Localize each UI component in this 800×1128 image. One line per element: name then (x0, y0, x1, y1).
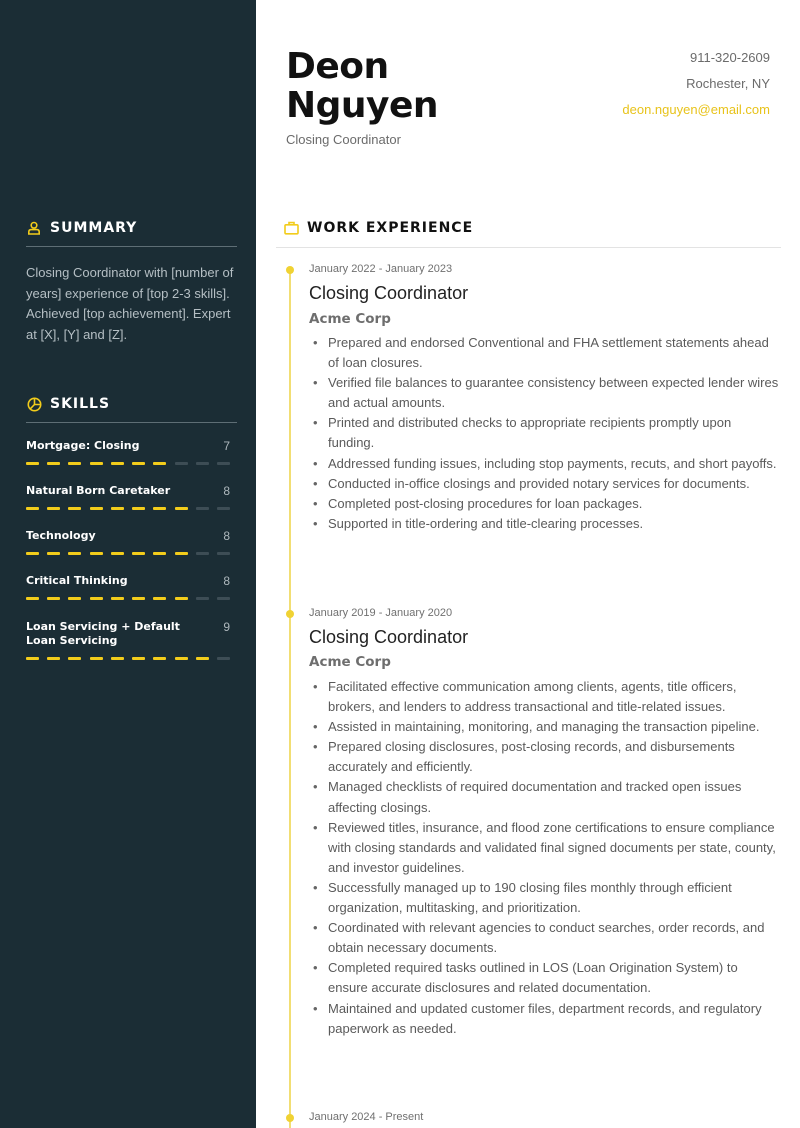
skill-dash-filled (68, 597, 81, 600)
skill-dash-empty (217, 462, 230, 465)
job-dates: January 2019 - January 2020 (309, 607, 453, 619)
list-item: • Reviewed titles, insurance, and flood zone certifications to ensure compliance with closing standards and validated final signed documents per state, county, and investor guidelines. (309, 818, 779, 878)
job-company: Acme Corp (309, 311, 391, 327)
skill-dash-filled (153, 462, 166, 465)
timeline-dot (286, 610, 294, 618)
skill-dash-filled (175, 552, 188, 555)
skill-dash-filled (132, 462, 145, 465)
job-bullets (309, 677, 779, 1039)
list-item: • Successfully managed up to 190 closing files monthly through efficient organization, multitasking, and prioritization. (309, 878, 779, 918)
sidebar (0, 0, 256, 1128)
skill-dash-filled (132, 597, 145, 600)
skills-divider (26, 422, 237, 423)
job-role: Closing Coordinator (309, 627, 469, 647)
list-item: • Assisted in maintaining, monitoring, and managing the transaction pipeline. (309, 717, 779, 737)
skill-name: Critical Thinking (26, 574, 128, 587)
list-item: • Conducted in-office closings and provided notary services for documents. (309, 474, 779, 494)
skill-dash-filled (47, 657, 60, 660)
person-icon (26, 220, 42, 236)
skill-dash-empty (196, 552, 209, 555)
skill-dash-empty (217, 597, 230, 600)
briefcase-icon (283, 220, 299, 236)
summary-heading (26, 220, 137, 236)
skill-item (26, 484, 230, 498)
skill-dash-filled (111, 462, 124, 465)
skill-name: Natural Born Caretaker (26, 484, 171, 497)
skill-dash-empty (175, 462, 188, 465)
skill-level: 8 (223, 484, 230, 498)
skills-heading (26, 396, 110, 412)
skill-dash-filled (90, 597, 103, 600)
first-name: Deon (286, 46, 389, 87)
summary-heading-label: SUMMARY (50, 220, 138, 236)
timeline-dot (286, 266, 294, 274)
skill-dash-filled (111, 657, 124, 660)
skill-dash-filled (26, 552, 39, 555)
list-item: • Supported in title-ordering and title-clearing processes. (309, 514, 779, 534)
list-item: • Managed checklists of required documentation and tracked open issues affecting closings. (309, 777, 779, 817)
last-name: Nguyen (286, 85, 439, 126)
skill-dash-filled (26, 462, 39, 465)
skill-meter (26, 462, 230, 465)
job-company: Acme Corp (309, 654, 391, 670)
skill-dash-filled (26, 597, 39, 600)
list-item: • Prepared and endorsed Conventional and FHA settlement statements ahead of loan closures. (309, 333, 779, 373)
skill-level: 7 (223, 439, 230, 453)
skill-dash-filled (68, 462, 81, 465)
skill-dash-filled (111, 552, 124, 555)
list-item: • Prepared closing disclosures, post-closing records, and disbursements accurately and efficiently. (309, 737, 779, 777)
skill-dash-filled (90, 552, 103, 555)
skill-dash-filled (111, 507, 124, 510)
skill-item (26, 529, 230, 543)
skill-dash-filled (47, 462, 60, 465)
skill-meter (26, 657, 230, 660)
list-item: • Completed required tasks outlined in LOS (Loan Origination System) to ensure accurate disclosures and related documentation. (309, 958, 779, 998)
skill-dash-filled (68, 657, 81, 660)
timeline-line (289, 269, 291, 1128)
list-item: • Coordinated with relevant agencies to conduct searches, order records, and obtain necessary documents. (309, 918, 779, 958)
skill-dash-filled (196, 657, 209, 660)
skill-dash-filled (47, 597, 60, 600)
skill-dash-empty (196, 507, 209, 510)
list-item: • Maintained and updated customer files, department records, and regulatory paperwork as needed. (309, 999, 779, 1039)
list-item: • Addressed funding issues, including stop payments, recuts, and short payoffs. (309, 454, 779, 474)
skill-dash-empty (217, 552, 230, 555)
skill-dash-filled (153, 657, 166, 660)
skill-dash-filled (175, 507, 188, 510)
skill-dash-empty (217, 657, 230, 660)
phone: 911-320-2609 (690, 50, 770, 65)
skill-dash-filled (90, 507, 103, 510)
skill-item (26, 620, 230, 648)
email-link[interactable]: deon.nguyen@email.com (622, 102, 770, 117)
job-bullets (309, 333, 779, 534)
experience-divider (276, 247, 781, 248)
skill-name: Mortgage: Closing (26, 439, 140, 452)
skill-meter (26, 597, 230, 600)
skill-item (26, 574, 230, 588)
skill-dash-filled (153, 552, 166, 555)
skill-dash-filled (90, 657, 103, 660)
skill-dash-empty (196, 597, 209, 600)
skill-name: Loan Servicing + Default Loan Servicing (26, 620, 180, 647)
skill-dash-empty (217, 507, 230, 510)
skill-dash-filled (153, 597, 166, 600)
skills-heading-label: SKILLS (50, 396, 111, 412)
skill-meter (26, 552, 230, 555)
skill-level: 8 (223, 529, 230, 543)
list-item: • Verified file balances to guarantee consistency between expected lender wires and actual amounts. (309, 373, 779, 413)
skill-dash-filled (132, 657, 145, 660)
skill-name: Technology (26, 529, 96, 542)
list-item: • Facilitated effective communication among clients, agents, title officers, brokers, and lenders to address transactional and title-related issues. (309, 677, 779, 717)
skill-dash-filled (90, 462, 103, 465)
job-title: Closing Coordinator (286, 132, 401, 147)
skill-meter (26, 507, 230, 510)
list-item: • Printed and distributed checks to appropriate recipients promptly upon funding. (309, 413, 779, 453)
skill-dash-filled (153, 507, 166, 510)
skill-dash-filled (132, 507, 145, 510)
skill-dash-filled (175, 657, 188, 660)
skill-dash-empty (196, 462, 209, 465)
skill-dash-filled (111, 597, 124, 600)
skill-dash-filled (47, 552, 60, 555)
location: Rochester, NY (686, 76, 770, 91)
skill-dash-filled (47, 507, 60, 510)
skill-level: 9 (223, 620, 230, 634)
skill-dash-filled (175, 597, 188, 600)
job-dates: January 2022 - January 2023 (309, 263, 453, 275)
pie-chart-icon (26, 396, 42, 412)
skill-dash-filled (26, 507, 39, 510)
summary-divider (26, 246, 237, 247)
skill-dash-filled (132, 552, 145, 555)
job-dates: January 2024 - Present (309, 1111, 424, 1123)
skill-level: 8 (223, 574, 230, 588)
experience-heading (283, 220, 473, 236)
job-role: Closing Coordinator (309, 283, 469, 303)
skill-dash-filled (68, 507, 81, 510)
summary-text: Closing Coordinator with [number of years] experience of [top 2-3 skills]. Achieved [top achievement]. Expert at [X], [Y] and [Z]. (26, 265, 234, 342)
skill-dash-filled (26, 657, 39, 660)
timeline-dot (286, 1114, 294, 1122)
experience-heading-label: WORK EXPERIENCE (307, 220, 474, 236)
skill-item (26, 439, 230, 453)
skill-dash-filled (68, 552, 81, 555)
list-item: • Completed post-closing procedures for loan packages. (309, 494, 779, 514)
main-content (256, 0, 800, 1128)
